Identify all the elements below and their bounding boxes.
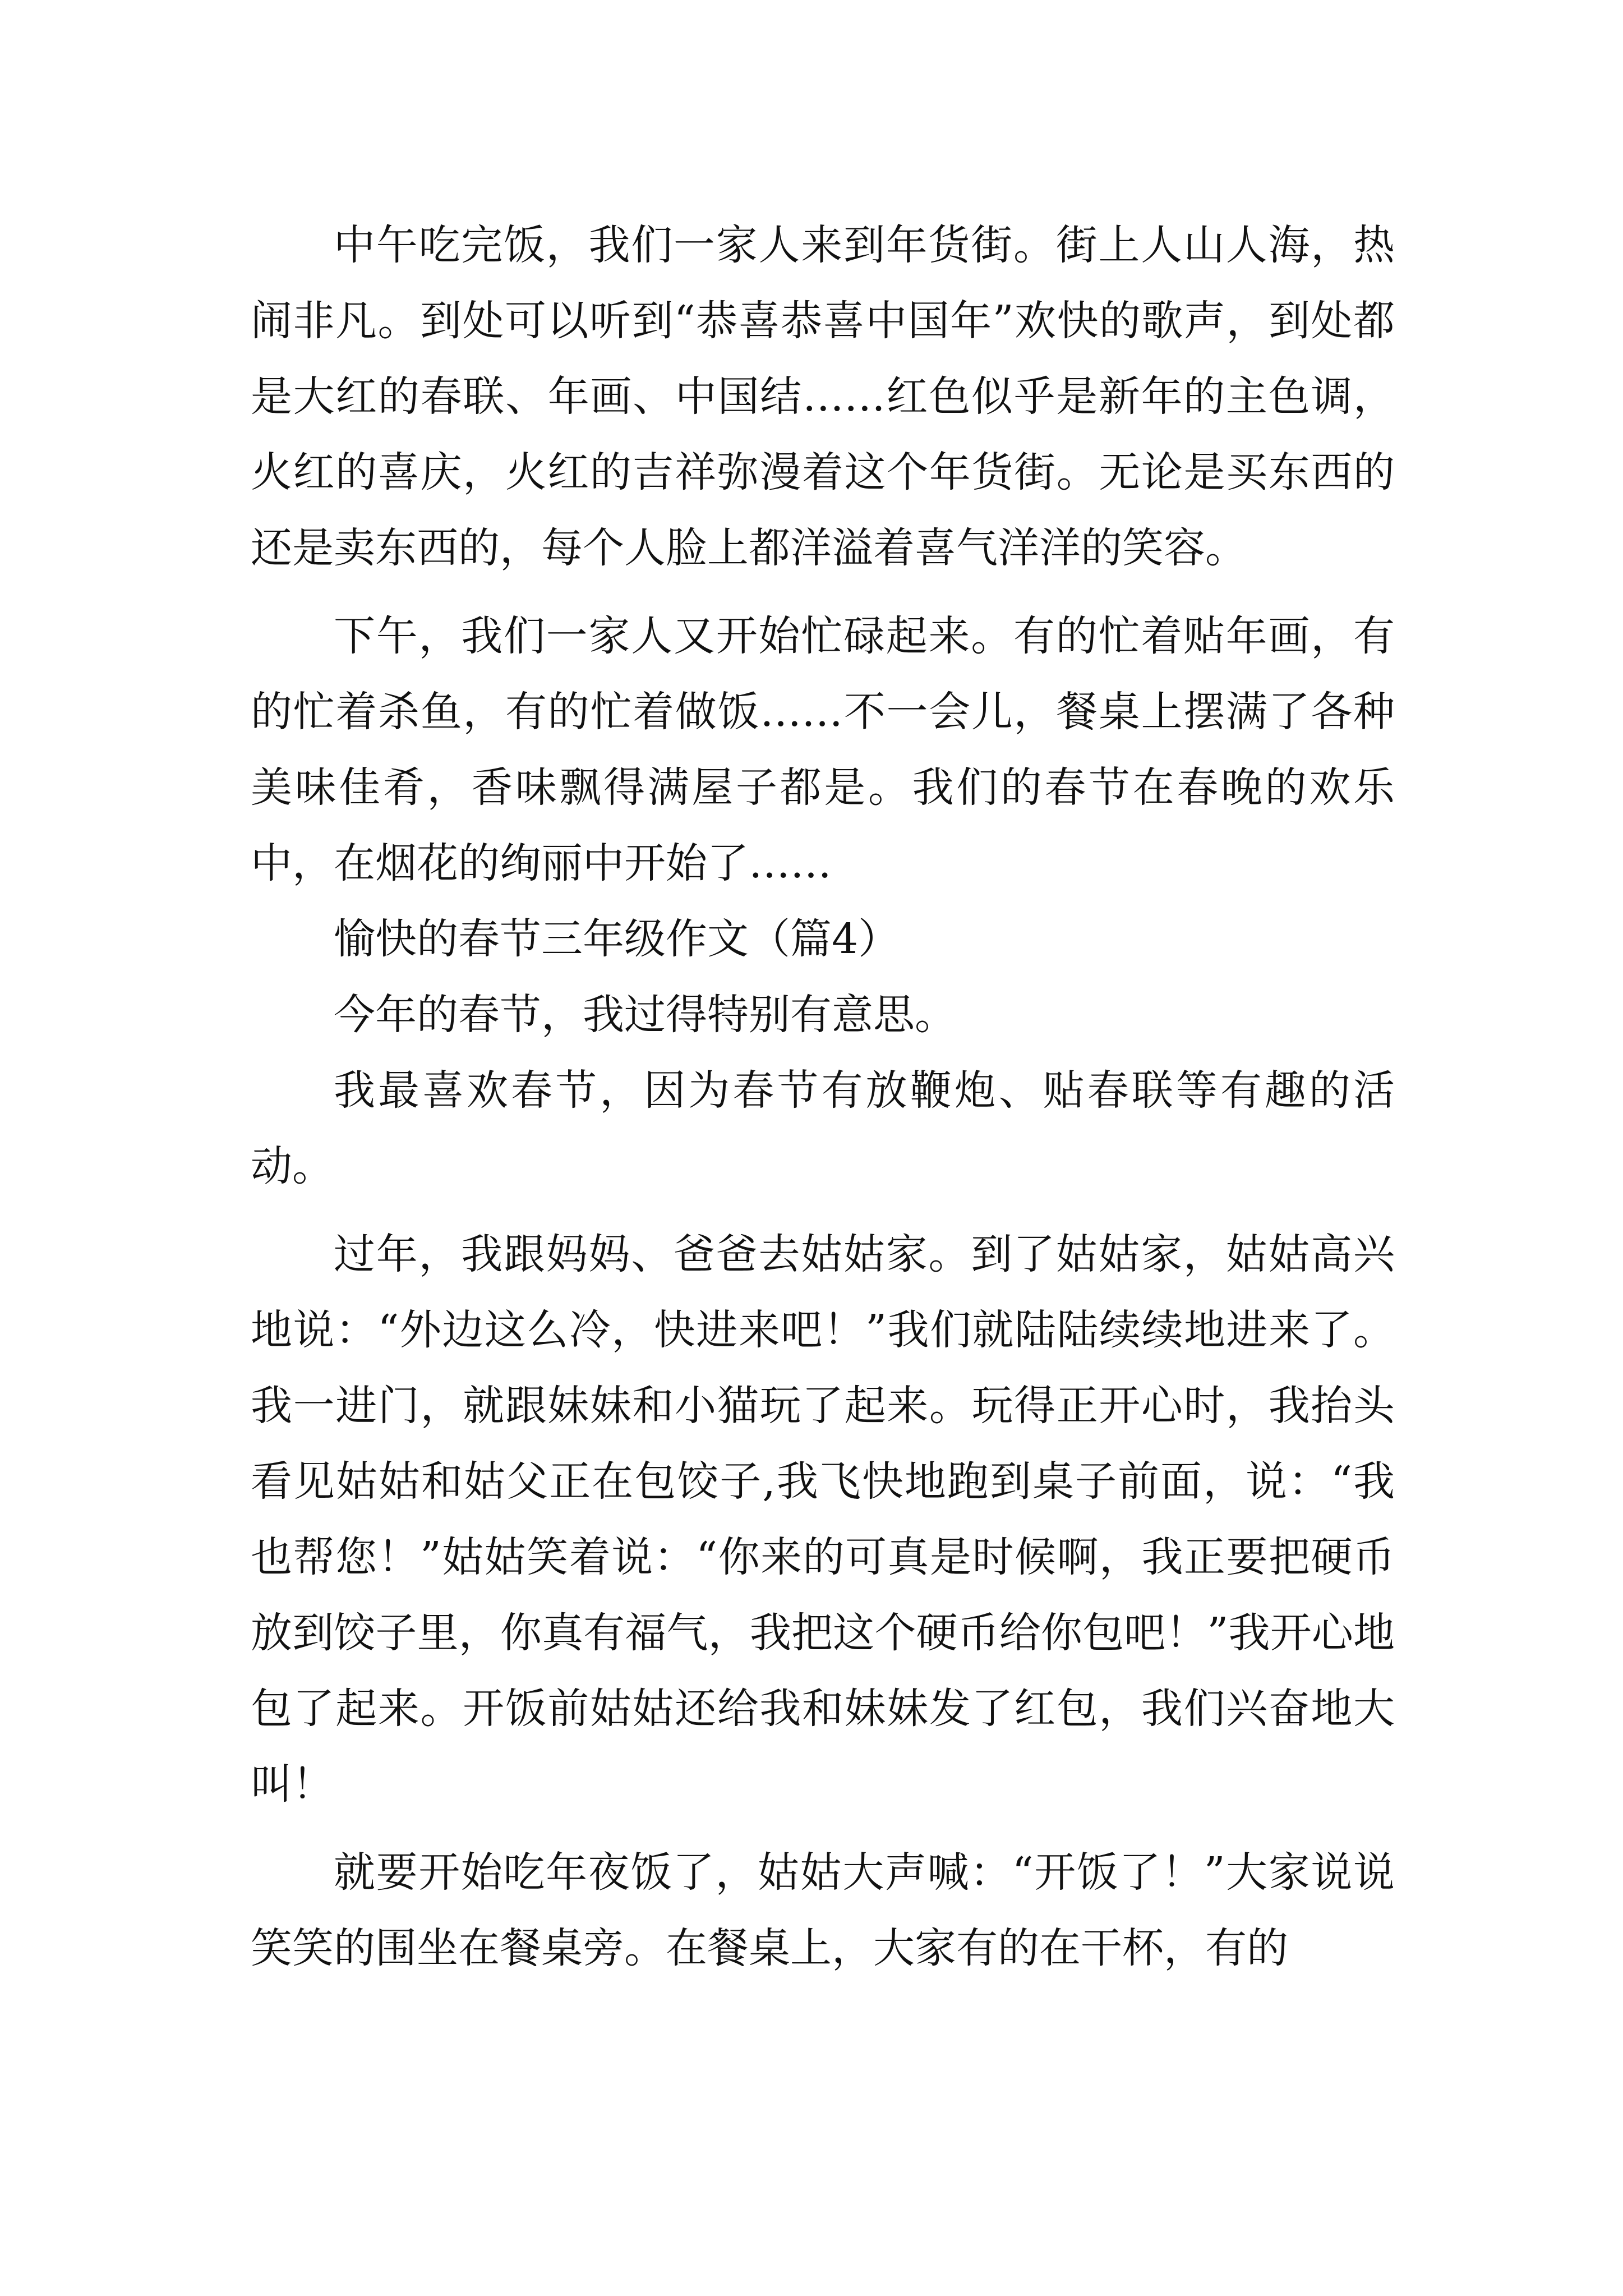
paragraph-new-year-dinner: 就要开始吃年夜饭了，姑姑大声喊：“开饭了！”大家说说笑笑的围坐在餐桌旁。在餐桌上，大家有的在干杯，有的: [251, 1848, 1395, 1972]
paragraph-aunt-home: 过年，我跟妈妈、爸爸去姑姑家。到了姑姑家，姑姑高兴地说：“外边这么冷，快进来吧！”我们就陆陆续续地进来了。我一进门，就跟妹妹和小猫玩了起来。玩得正开心时，我抬头看见姑姑和姑父正在包饺子,我飞快地跑到桌子前面，说：“我也帮您！”姑姑笑着说：“你来的可真是时候啊，我正要把硬币放到饺子里，你真有福气，我把这个硬币给你包吧！”我开心地包了起来。开饭前姑姑还给我和妹妹发了红包，我们兴奋地大叫！: [251, 1230, 1395, 1809]
paragraph-this-year: 今年的春节，我过得特别有意思。: [334, 991, 956, 1039]
paragraph-lunch-market: 中午吃完饭，我们一家人来到年货街。街上人山人海，热闹非凡。到处可以听到“恭喜恭喜中国年”欢快的歌声，到处都是大红的春联、年画、中国结……红色似乎是新年的主色调，火红的喜庆，火红的吉祥弥漫着这个年货街。无论是买东西的还是卖东西的，每个人脸上都洋溢着喜气洋洋的笑容。: [251, 221, 1395, 572]
paragraph-afternoon-dinner: 下午，我们一家人又开始忙碌起来。有的忙着贴年画，有的忙着杀鱼，有的忙着做饭……不一会儿，餐桌上摆满了各种美味佳肴，香味飘得满屋子都是。我们的春节在春晚的欢乐中，在烟花的绚丽中开始了……: [251, 612, 1395, 887]
paragraph-favorite-festival: 我最喜欢春节，因为春节有放鞭炮、贴春联等有趣的活动。: [251, 1066, 1395, 1190]
document-body: [251, 208, 1395, 1986]
essay-title: 愉快的春节三年级作文（篇4）: [334, 915, 900, 963]
